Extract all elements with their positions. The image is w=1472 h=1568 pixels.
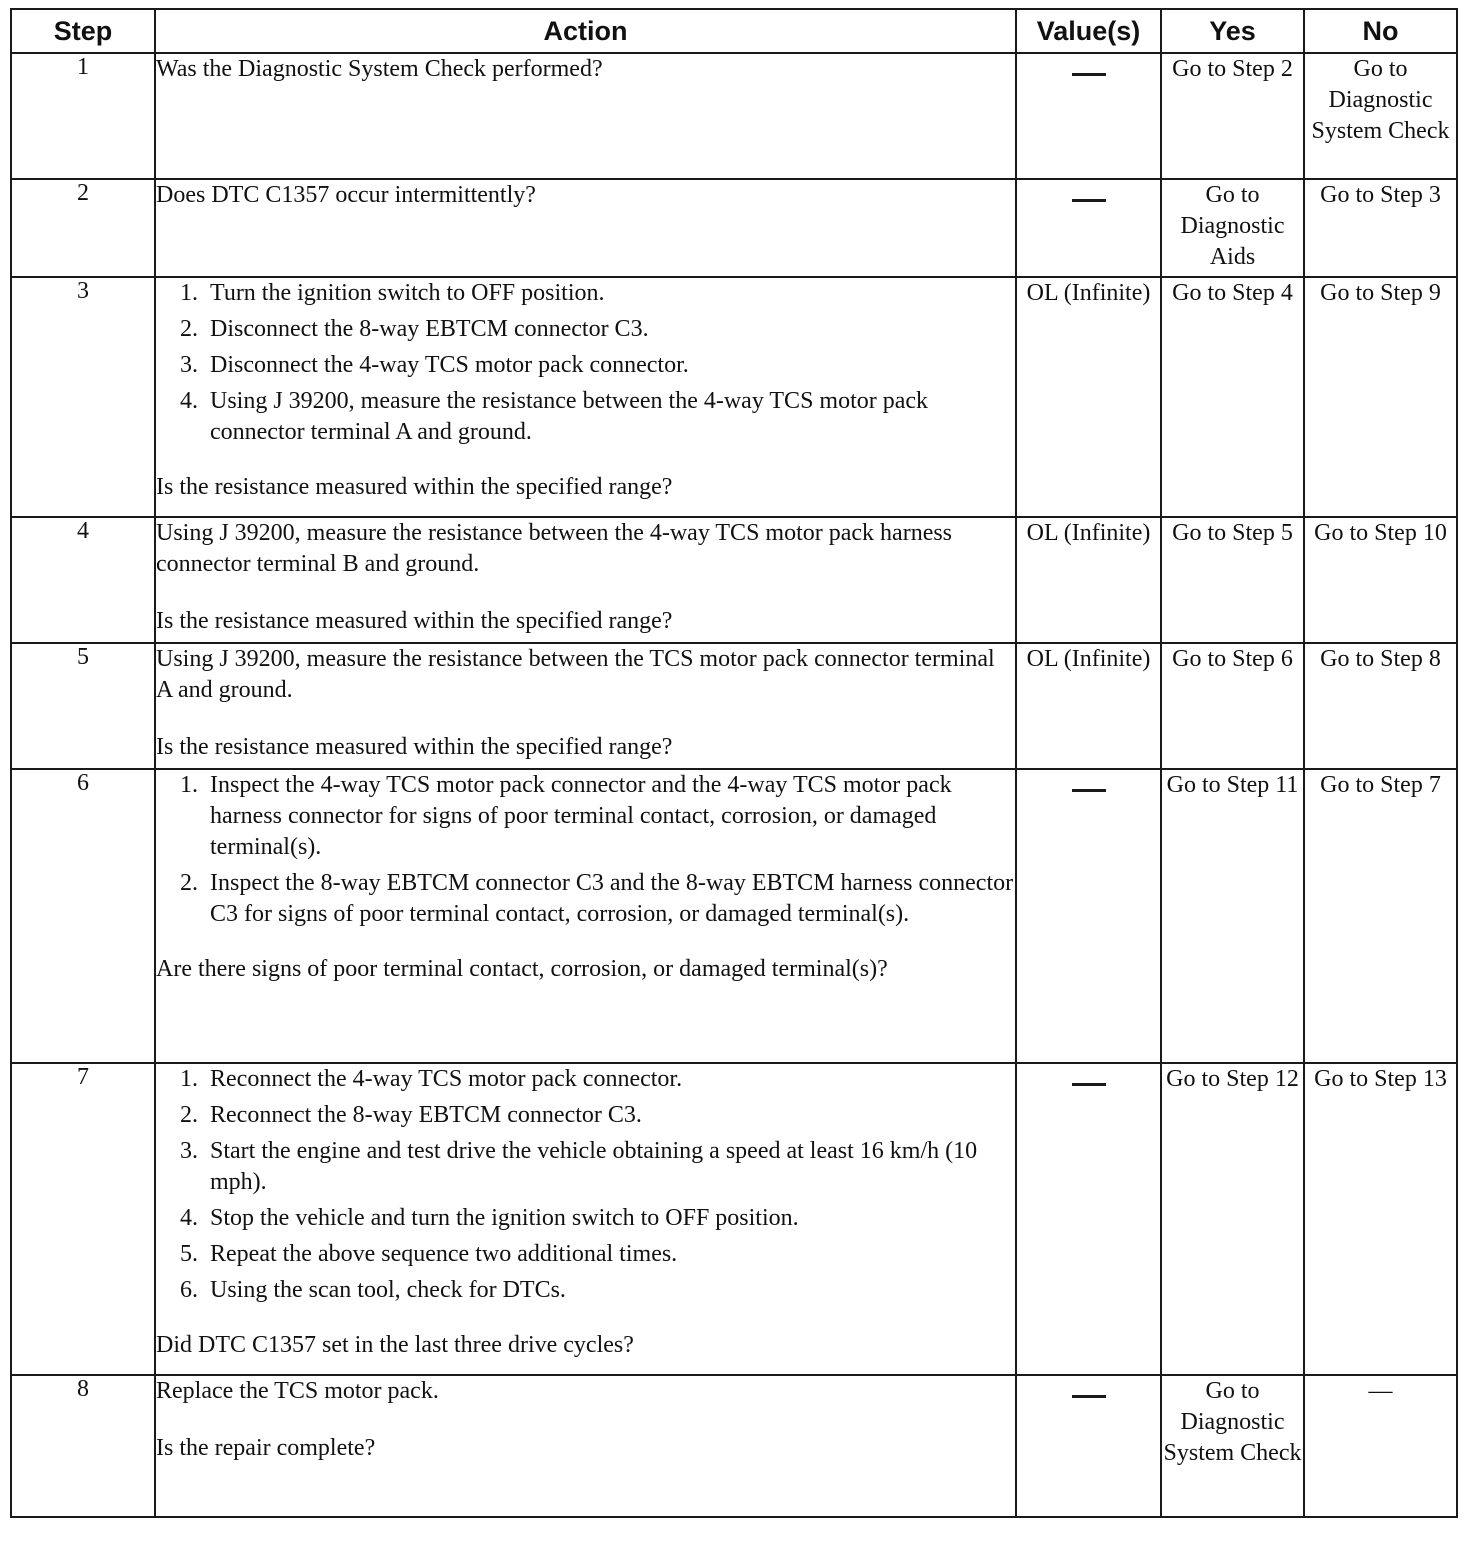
action-question: Is the resistance measured within the specified range?: [156, 474, 673, 500]
no-cell: —: [1304, 1375, 1457, 1517]
action-step: 2. Disconnect the 8-way EBTCM connector C3.: [204, 314, 1015, 345]
step-number: 5: [11, 643, 155, 769]
value-cell: [1016, 53, 1161, 179]
table-row: [11, 1375, 1457, 1517]
table-row: [11, 769, 1457, 1063]
step-number: 4: [11, 517, 155, 643]
no-cell: Go to Step 3: [1304, 179, 1457, 277]
table-row: [11, 643, 1457, 769]
action-step: 5. Repeat the above sequence two additional times.: [204, 1239, 1015, 1270]
value-cell: [1016, 179, 1161, 277]
action-question: Is the repair complete?: [156, 1435, 376, 1461]
yes-cell: Go to Step 12: [1161, 1063, 1304, 1375]
dash-mark: [1072, 1083, 1106, 1086]
dash-mark: [1072, 73, 1106, 76]
value-cell: [1016, 769, 1161, 1063]
action-steps: [156, 770, 1015, 930]
action-step: 4. Stop the vehicle and turn the ignition switch to OFF position.: [204, 1203, 1015, 1234]
action-text: Was the Diagnostic System Check performed?: [156, 56, 603, 82]
action-question: Are there signs of poor terminal contact, corrosion, or damaged terminal(s)?: [156, 956, 888, 982]
table-row: [11, 517, 1457, 643]
value-cell: OL (Infinite): [1016, 643, 1161, 769]
action-text: Using J 39200, measure the resistance between the 4-way TCS motor pack harness connector terminal B and ground.: [156, 520, 953, 577]
action-cell: [155, 643, 1016, 769]
action-cell: [155, 179, 1016, 277]
step-number: 1: [11, 53, 155, 179]
yes-cell: Go to Diagnostic Aids: [1161, 179, 1304, 277]
table-row: [11, 1063, 1457, 1375]
action-text: Replace the TCS motor pack.: [156, 1378, 439, 1404]
table-row: [11, 277, 1457, 517]
no-cell: Go to Step 10: [1304, 517, 1457, 643]
yes-cell: Go to Diagnostic System Check: [1161, 1375, 1304, 1517]
dash-mark: [1072, 1395, 1106, 1398]
action-question: Is the resistance measured within the specified range?: [156, 608, 673, 634]
action-cell: [155, 53, 1016, 179]
step-number: 3: [11, 277, 155, 517]
step-number: 6: [11, 769, 155, 1063]
action-step: 2. Inspect the 8-way EBTCM connector C3 and the 8-way EBTCM harness connector C3 for signs of poor terminal contact, corrosion, or damaged terminal(s).: [204, 868, 1015, 930]
step-number: 2: [11, 179, 155, 277]
no-cell: Go to Diagnostic System Check: [1304, 53, 1457, 179]
no-cell: Go to Step 13: [1304, 1063, 1457, 1375]
diagnostic-table: [10, 8, 1458, 1518]
action-step: 1. Reconnect the 4-way TCS motor pack connector.: [204, 1064, 1015, 1095]
header-no: No: [1304, 9, 1457, 53]
action-cell: [155, 1063, 1016, 1375]
action-step: 2. Reconnect the 8-way EBTCM connector C3.: [204, 1100, 1015, 1131]
table-header: [11, 9, 1457, 53]
action-text: Does DTC C1357 occur intermittently?: [156, 182, 536, 208]
step-number: 8: [11, 1375, 155, 1517]
header-values: Value(s): [1016, 9, 1161, 53]
action-step: 3. Start the engine and test drive the vehicle obtaining a speed at least 16 km/h (10 mph).: [204, 1136, 1015, 1198]
value-cell: [1016, 1063, 1161, 1375]
action-steps: [156, 1064, 1015, 1306]
action-question: Is the resistance measured within the specified range?: [156, 734, 673, 760]
value-cell: [1016, 1375, 1161, 1517]
no-cell: Go to Step 8: [1304, 643, 1457, 769]
action-cell: [155, 517, 1016, 643]
action-steps: [156, 278, 1015, 448]
step-number: 7: [11, 1063, 155, 1375]
value-cell: OL (Infinite): [1016, 517, 1161, 643]
yes-cell: Go to Step 2: [1161, 53, 1304, 179]
action-step: 3. Disconnect the 4-way TCS motor pack connector.: [204, 350, 1015, 381]
action-text: Using J 39200, measure the resistance between the TCS motor pack connector terminal A and ground.: [156, 646, 995, 703]
header-yes: Yes: [1161, 9, 1304, 53]
action-cell: [155, 277, 1016, 517]
table-row: [11, 179, 1457, 277]
no-cell: Go to Step 9: [1304, 277, 1457, 517]
yes-cell: Go to Step 11: [1161, 769, 1304, 1063]
table-row: [11, 53, 1457, 179]
yes-cell: Go to Step 5: [1161, 517, 1304, 643]
dash-mark: [1072, 199, 1106, 202]
header-step: Step: [11, 9, 155, 53]
action-cell: [155, 1375, 1016, 1517]
yes-cell: Go to Step 4: [1161, 277, 1304, 517]
action-step: 1. Inspect the 4-way TCS motor pack connector and the 4-way TCS motor pack harness connector for signs of poor terminal contact, corrosion, or damaged terminal(s).: [204, 770, 1015, 863]
action-step: 4. Using J 39200, measure the resistance between the 4-way TCS motor pack connector terminal A and ground.: [204, 386, 1015, 448]
yes-cell: Go to Step 6: [1161, 643, 1304, 769]
action-step: 1. Turn the ignition switch to OFF position.: [204, 278, 1015, 309]
action-question: Did DTC C1357 set in the last three drive cycles?: [156, 1332, 634, 1358]
value-cell: OL (Infinite): [1016, 277, 1161, 517]
no-cell: Go to Step 7: [1304, 769, 1457, 1063]
action-step: 6. Using the scan tool, check for DTCs.: [204, 1275, 1015, 1306]
dash-mark: [1072, 789, 1106, 792]
header-action: Action: [155, 9, 1016, 53]
action-cell: [155, 769, 1016, 1063]
